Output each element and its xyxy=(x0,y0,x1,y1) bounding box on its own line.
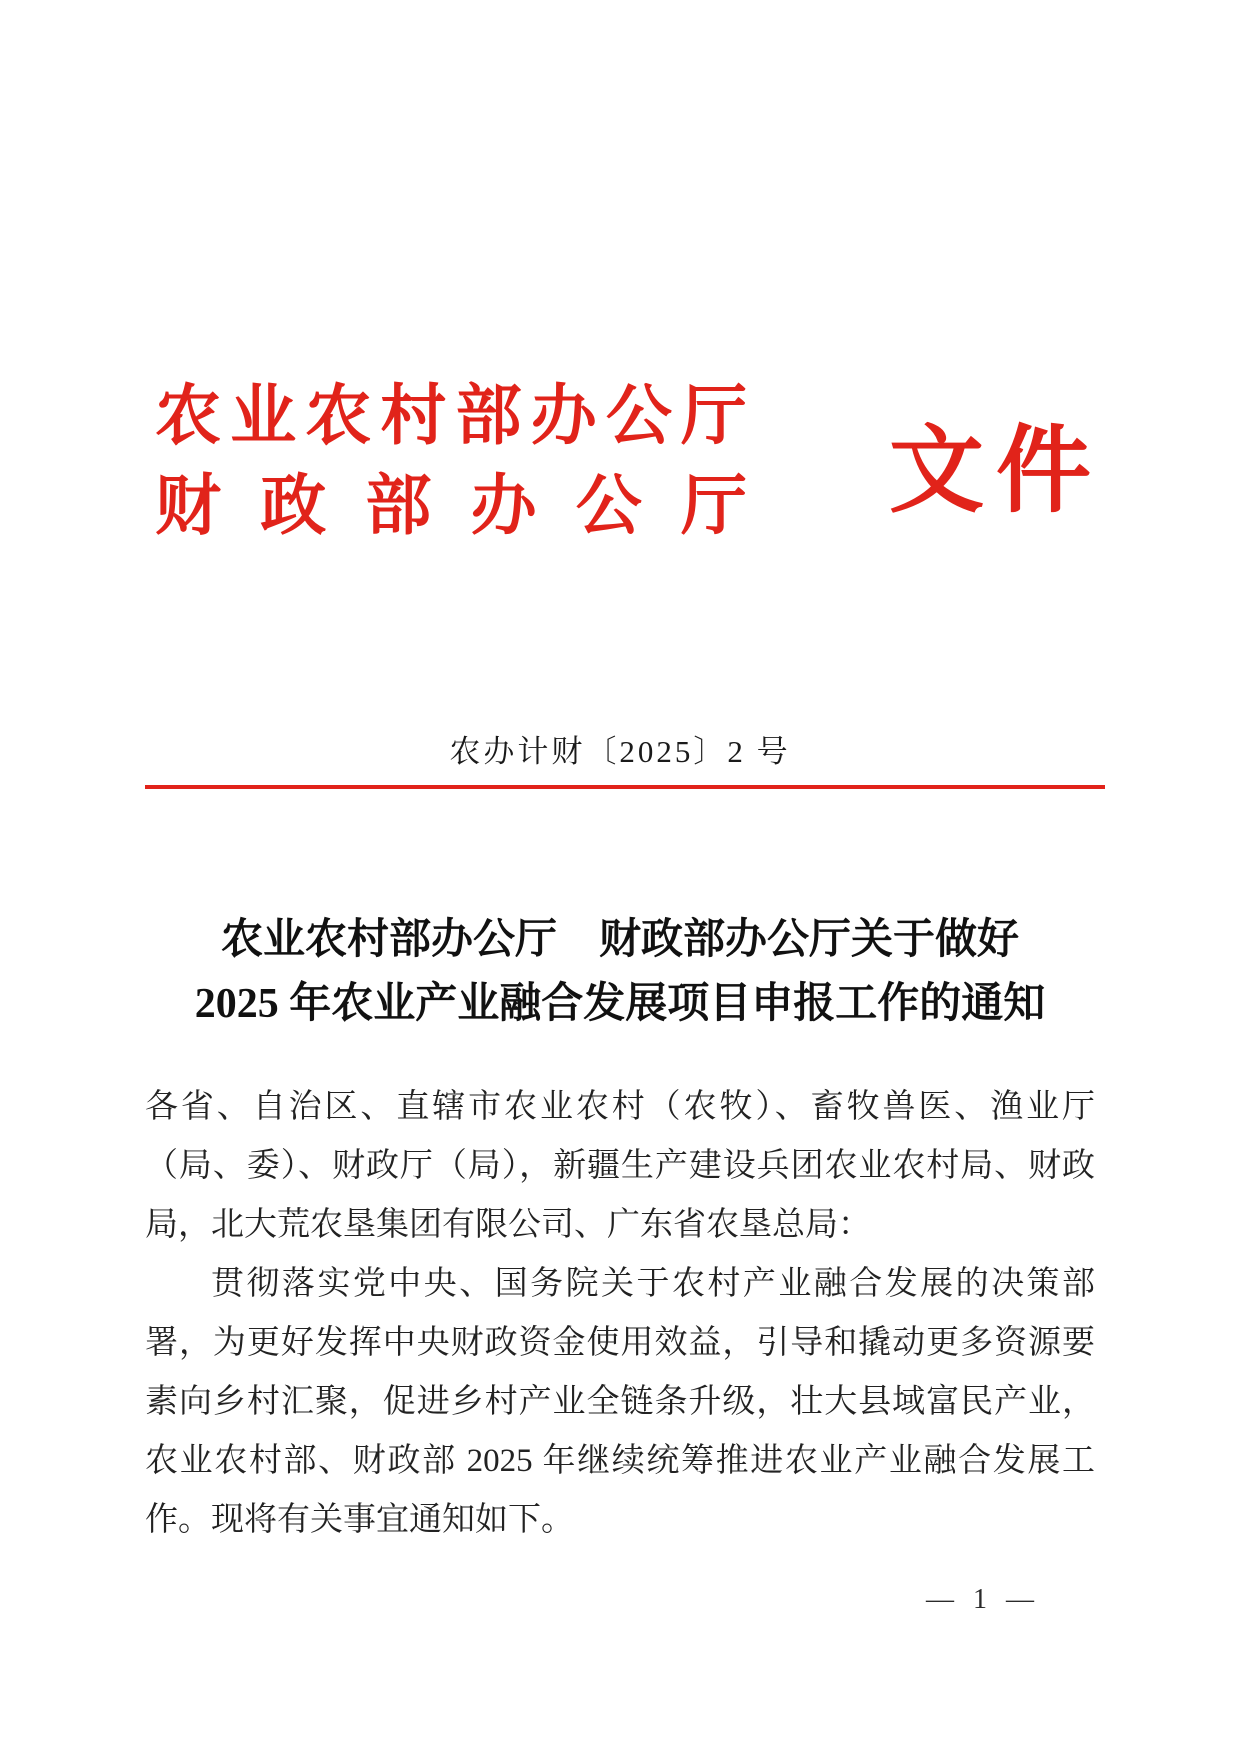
document-title xyxy=(0,908,1240,1036)
page-footer xyxy=(926,1584,1040,1616)
title-line-1: 农业农村部办公厅 财政部办公厅关于做好 xyxy=(220,917,1019,963)
letterhead xyxy=(155,372,1105,552)
agency-name-line-1: 农业农村部办公厅 xyxy=(155,380,747,453)
document-type-label: 文件 xyxy=(889,417,1104,524)
red-divider-line xyxy=(145,785,1105,789)
issuing-agencies xyxy=(155,372,747,552)
document-body xyxy=(145,1078,1095,1550)
title-line-2: 2025 年农业产业融合发展项目申报工作的通知 xyxy=(194,981,1046,1027)
salutation-paragraph: 各省、自治区、直辖市农业农村（农牧）、畜牧兽医、渔业厅（局、委）、财政厅（局），新疆生产建设兵团农业农村局、财政局，北大荒农垦集团有限公司、广东省农垦总局： xyxy=(145,1089,1095,1243)
body-paragraph-1: 贯彻落实党中央、国务院关于农村产业融合发展的决策部署，为更好发挥中央财政资金使用效益，引导和撬动更多资源要素向乡村汇聚，促进乡村产业全链条升级，壮大县域富民产业，农业农村部、财政部 2025 年继续统筹推进农业产业融合发展工作。现将有关事宜通知如下。 xyxy=(145,1266,1095,1538)
document-number: 农办计财〔2025〕2 号 xyxy=(449,734,791,769)
agency-name-line-2: 财政部办公厅 xyxy=(155,470,747,543)
page-number: — 1 — xyxy=(926,1584,1040,1615)
